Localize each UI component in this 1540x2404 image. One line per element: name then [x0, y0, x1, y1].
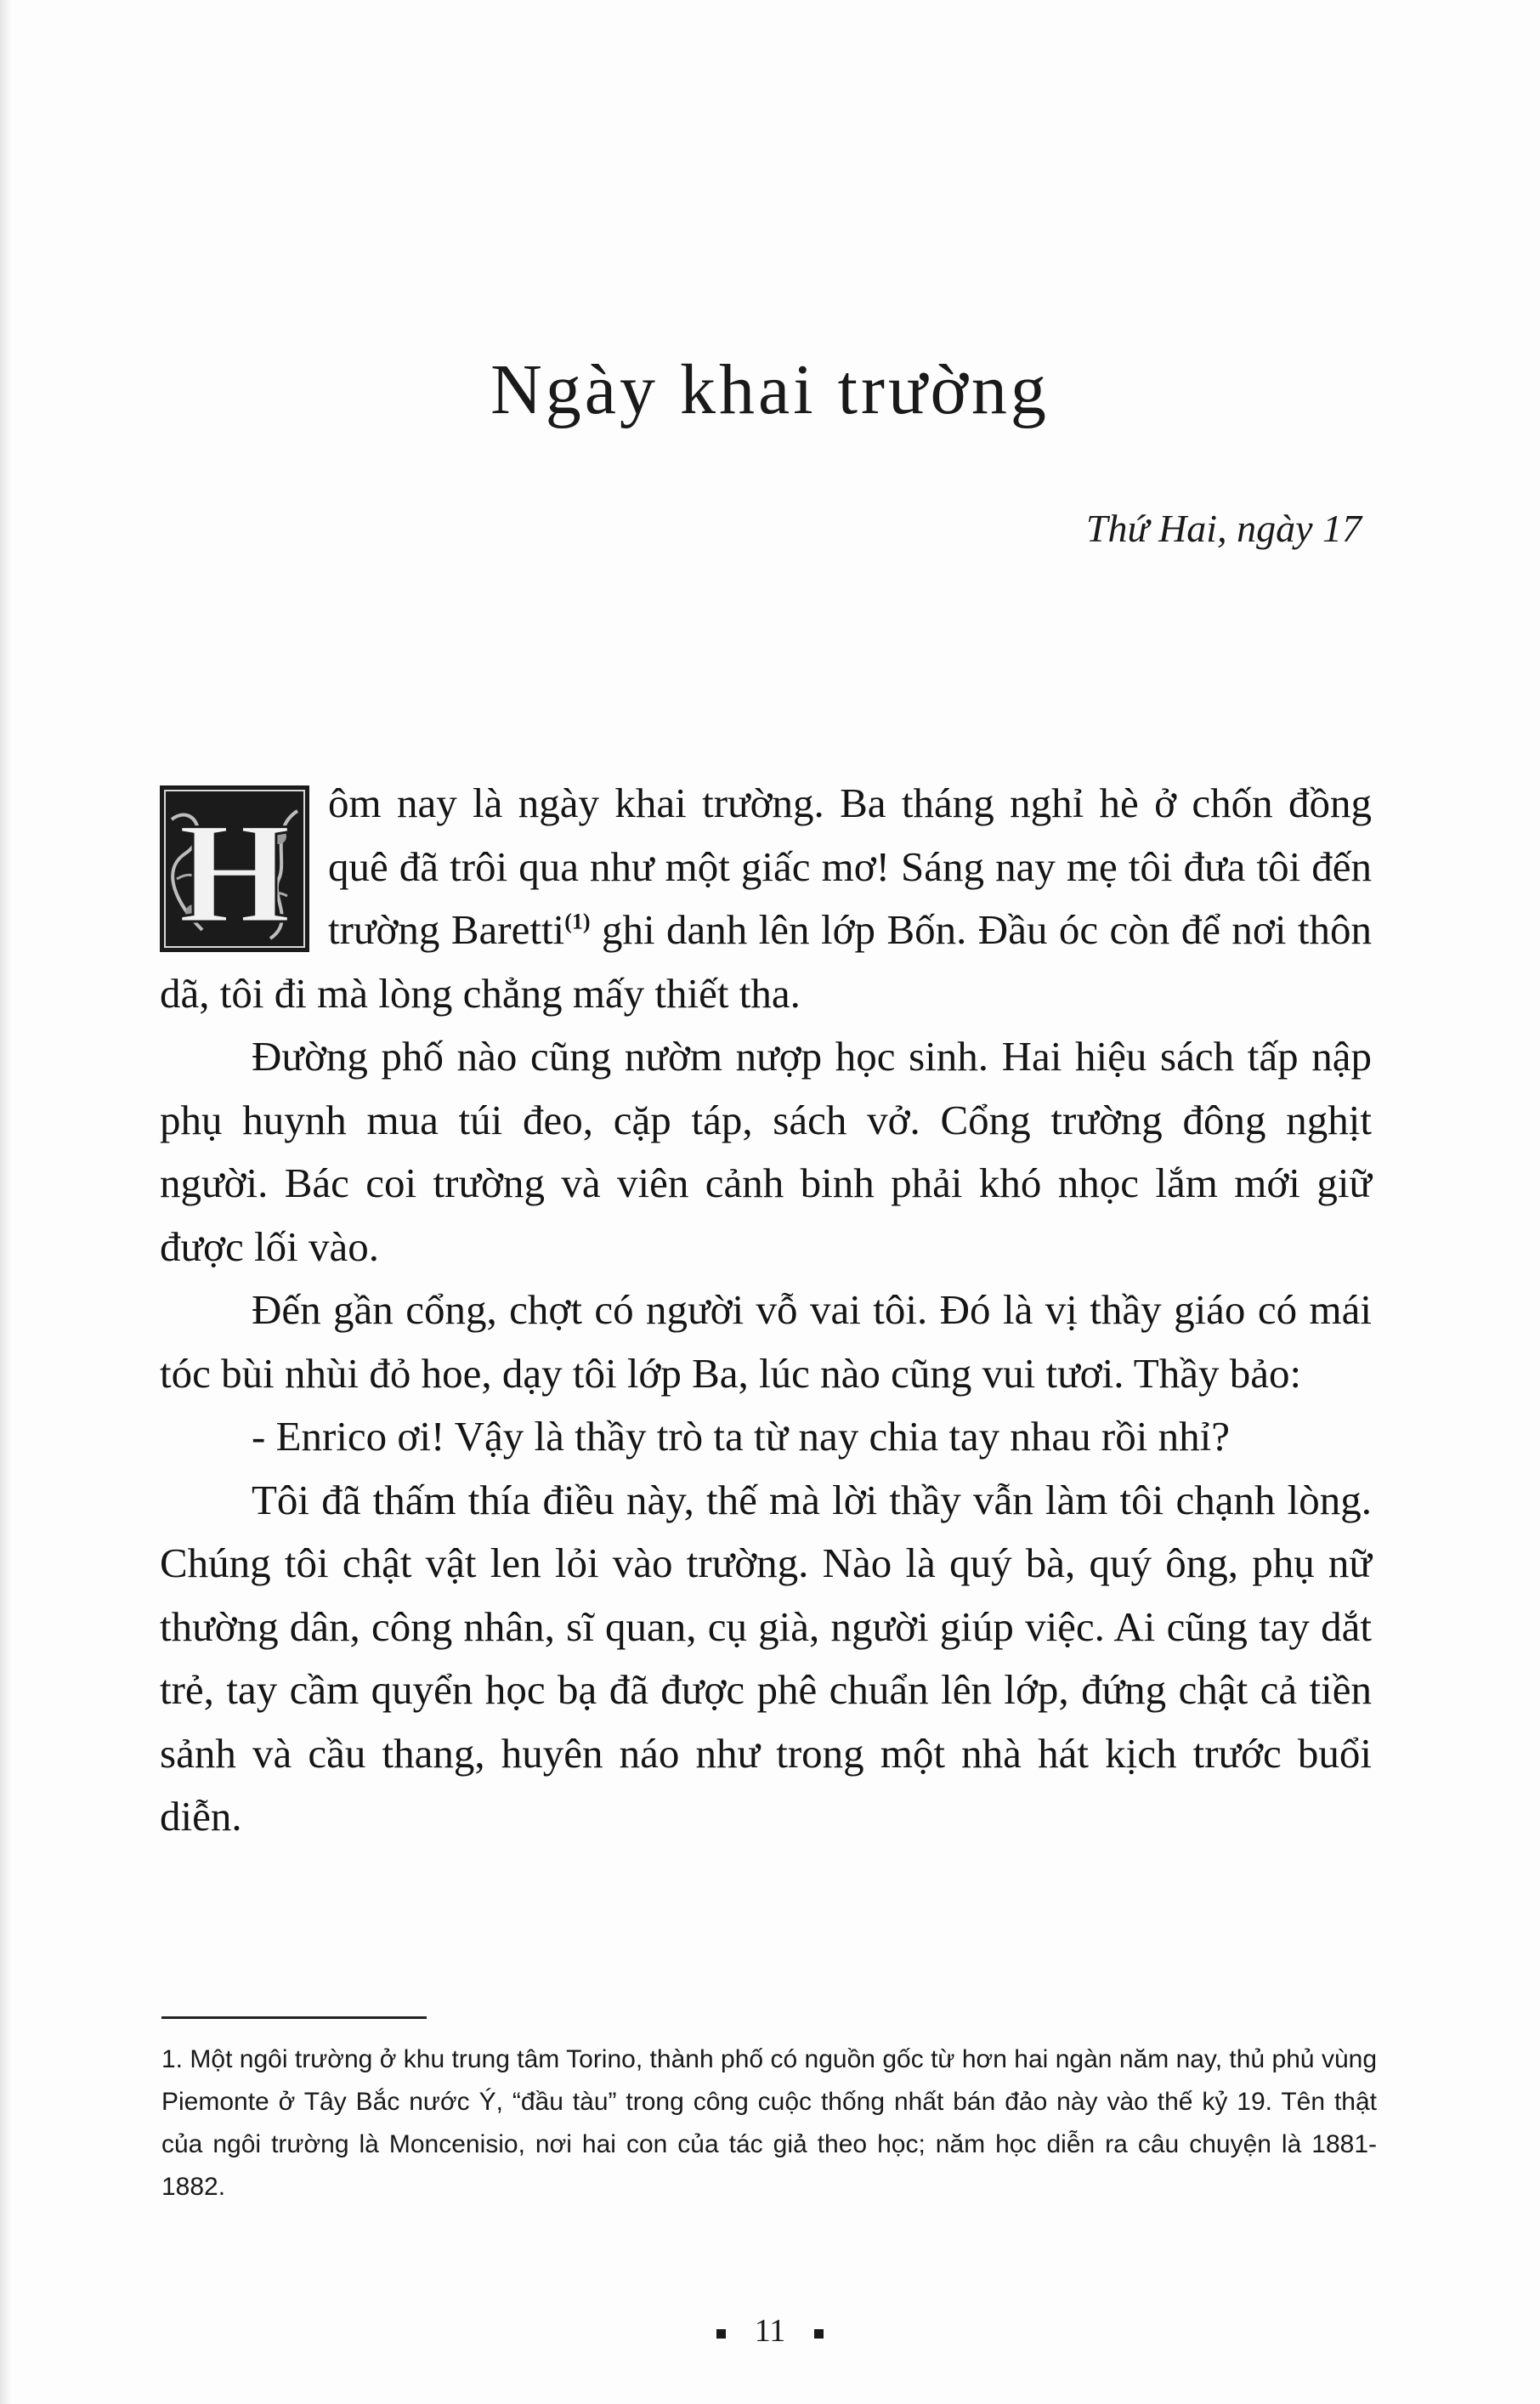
left-bullet-icon: [716, 2329, 726, 2339]
footnote-divider: [161, 2016, 427, 2019]
right-bullet-icon: [814, 2329, 824, 2339]
paragraph-4: - Enrico ơi! Vậy là thầy trò ta từ nay chia tay nhau rồi nhỉ?: [252, 1413, 1230, 1460]
footnote-reference[interactable]: (1): [564, 909, 591, 934]
drop-cap-ornament-icon: [160, 785, 309, 952]
paragraph-1-text: ôm nay là ngày khai trường. Ba tháng nghỉ hè ở chốn đồng quê đã trôi qua như một giấc mơ! Sáng nay mẹ tôi đưa tôi đến trường Baretti: [328, 780, 1372, 953]
chapter-dateline: Thứ Hai, ngày 17: [1085, 507, 1362, 550]
chapter-title: Ngày khai trường: [490, 350, 1050, 429]
paragraph-1: [160, 772, 1372, 1025]
paragraph-2: Đường phố nào cũng nườm nượp học sinh. Hai hiệu sách tấp nập phụ huynh mua túi đeo, cặp táp, sách vở. Cổng trường đông nghịt người. Bác coi trường và viên cảnh binh phải khó nhọc lắm mới giữ được lối vào.: [160, 1033, 1372, 1270]
paragraph-1-end: ghi danh lên lớp Bốn. Đầu óc còn để nơi thôn dã, tôi đi mà lòng chẳng mấy thiết tha.: [160, 906, 1373, 1017]
chapter-body: [160, 772, 1372, 1849]
svg-text:H: H: [178, 793, 292, 952]
ornamental-drop-cap: [160, 785, 309, 952]
paragraph-3: Đến gần cổng, chợt có người vỗ vai tôi. Đó là vị thầy giáo có mái tóc bùi nhùi đỏ hoe, dạy tôi lớp Ba, lúc nào cũng vui tươi. Thầy bảo:: [160, 1286, 1372, 1397]
page-number-footer: [0, 2312, 1540, 2350]
paragraph-5: Tôi đã thấm thía điều này, thế mà lời thầy vẫn làm tôi chạnh lòng. Chúng tôi chật vật len lỏi vào trường. Nào là quý bà, quý ông, phụ nữ thường dân, công nhân, sĩ quan, cụ già, người giúp việc. Ai cũng tay dắt trẻ, tay cầm quyển học bạ đã được phê chuẩn lên lớp, đứng chật cả tiền sảnh và cầu thang, huyên náo như trong một nhà hát kịch trước buổi diễn.: [160, 1476, 1372, 1840]
footnote-1: 1. Một ngôi trường ở khu trung tâm Torino, thành phố có nguồn gốc từ hơn hai ngàn năm nay, thủ phủ vùng Piemonte ở Tây Bắc nước Ý, “đầu tàu” trong công cuộc thống nhất bán đảo này vào thế kỷ 19. Tên thật của ngôi trường là Moncenisio, nơi hai con của tác giả theo học; năm học diễn ra câu chuyện là 1881-1882.: [161, 2045, 1377, 2201]
page-number: 11: [754, 2313, 786, 2349]
